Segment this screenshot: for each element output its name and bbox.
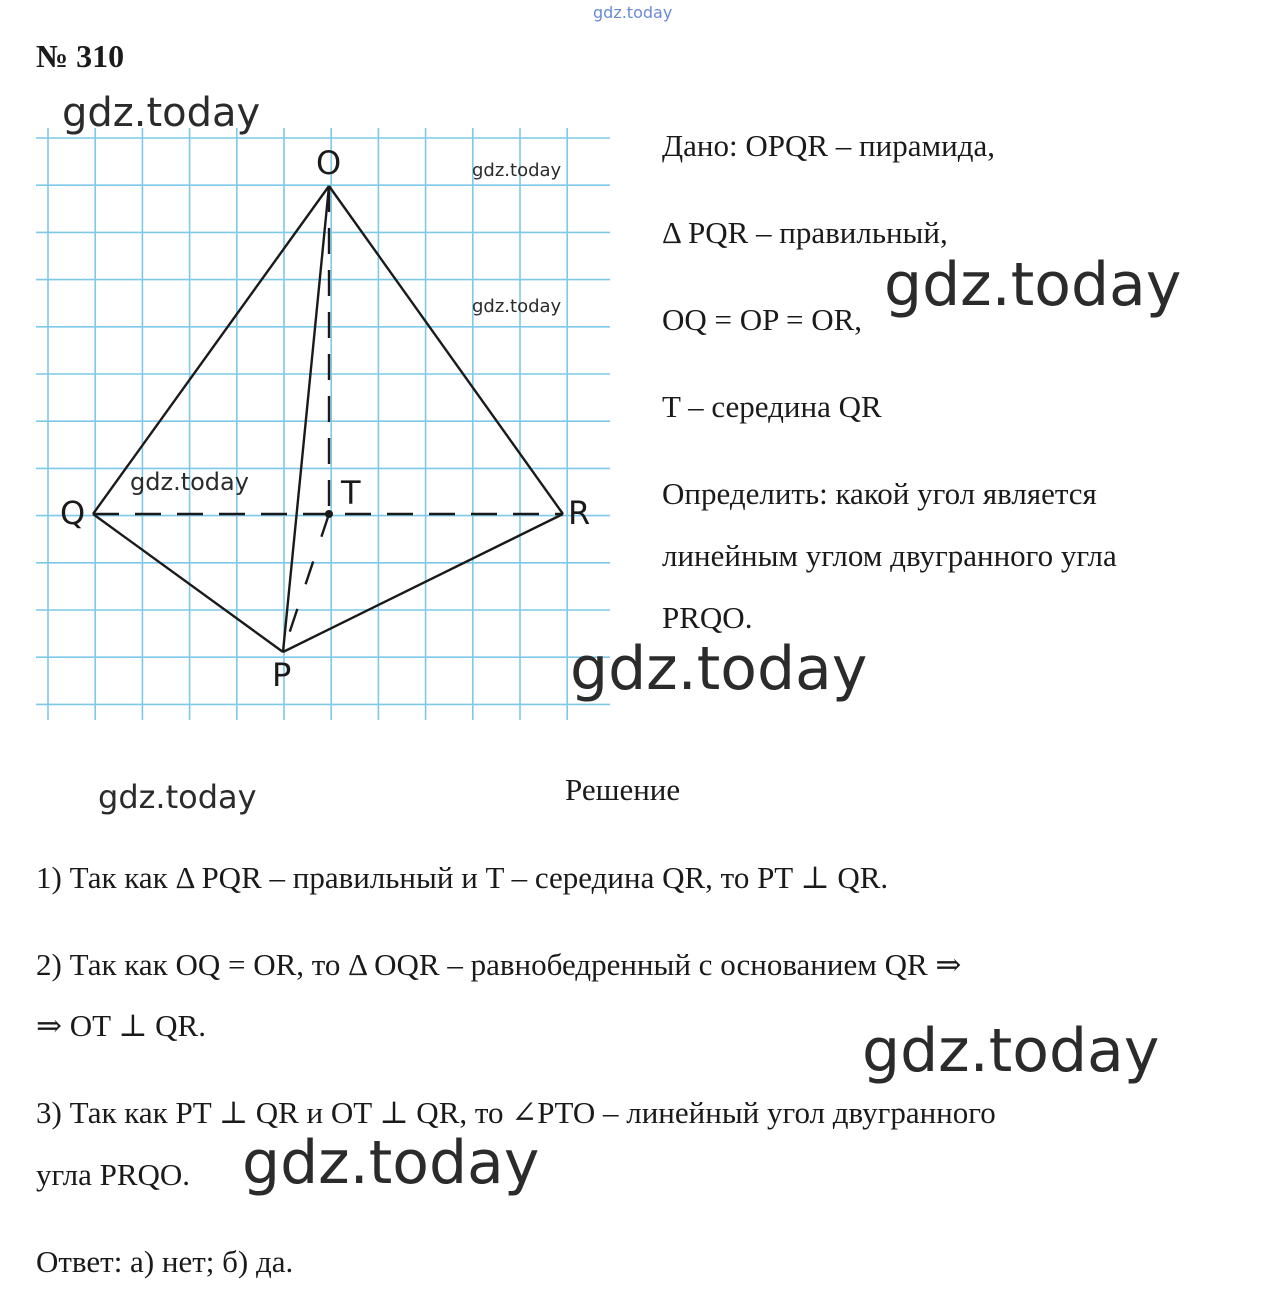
given-line-3: OQ = OP = OR, bbox=[662, 302, 863, 337]
point-t-dot bbox=[325, 510, 333, 518]
solution-step-3a: 3) Так как PT ⊥ QR и OT ⊥ QR, то ∠PTO – линейный угол двугранного bbox=[36, 1095, 996, 1130]
watermark-step3-big: gdz.today bbox=[242, 1128, 540, 1198]
watermark-solution-big: gdz.today bbox=[862, 1016, 1160, 1086]
label-t: T bbox=[341, 474, 361, 512]
watermark-figure-q: gdz.today bbox=[130, 468, 249, 496]
solution-step-2b: ⇒ OT ⊥ QR. bbox=[36, 1008, 206, 1043]
label-r: R bbox=[568, 494, 591, 532]
given-line-7: PRQO. bbox=[662, 600, 753, 635]
edge-qp bbox=[93, 514, 283, 652]
pyramid-figure bbox=[30, 120, 620, 730]
answer: Ответ: а) нет; б) да. bbox=[36, 1244, 294, 1279]
watermark-given-big: gdz.today bbox=[884, 250, 1182, 320]
problem-number: № 310 bbox=[36, 38, 125, 74]
watermark-figure-top-left: gdz.today bbox=[62, 90, 261, 136]
watermark-mid-big: gdz.today bbox=[570, 634, 868, 704]
given-line-5: Определить: какой угол является bbox=[662, 476, 1097, 511]
given-line-2: Δ PQR – правильный, bbox=[662, 215, 948, 250]
watermark-left-mid: gdz.today bbox=[98, 778, 257, 816]
label-q: Q bbox=[60, 494, 86, 532]
solution-step-3b: угла PRQO. bbox=[36, 1157, 191, 1192]
label-o: O bbox=[316, 144, 342, 182]
solution-step-1: 1) Так как Δ PQR – правильный и T – середина QR, то PT ⊥ QR. bbox=[36, 860, 889, 895]
watermark-top: gdz.today bbox=[593, 3, 673, 22]
solution-step-2a: 2) Так как OQ = OR, то Δ OQR – равнобедренный с основанием QR ⇒ bbox=[36, 947, 962, 982]
label-p: P bbox=[272, 656, 292, 694]
given-line-1: Дано: OPQR – пирамида, bbox=[662, 128, 995, 163]
pyramid-edges bbox=[93, 186, 563, 652]
given-line-6: линейным углом двугранного угла bbox=[662, 538, 1117, 573]
edge-or bbox=[329, 186, 563, 514]
edge-rp bbox=[283, 514, 563, 652]
watermark-figure-small-1: gdz.today bbox=[472, 160, 562, 181]
edge-oq bbox=[93, 186, 329, 514]
given-line-4: T – середина QR bbox=[662, 389, 882, 424]
solution-heading: Решение bbox=[565, 772, 681, 807]
watermark-figure-small-2: gdz.today bbox=[472, 296, 562, 317]
